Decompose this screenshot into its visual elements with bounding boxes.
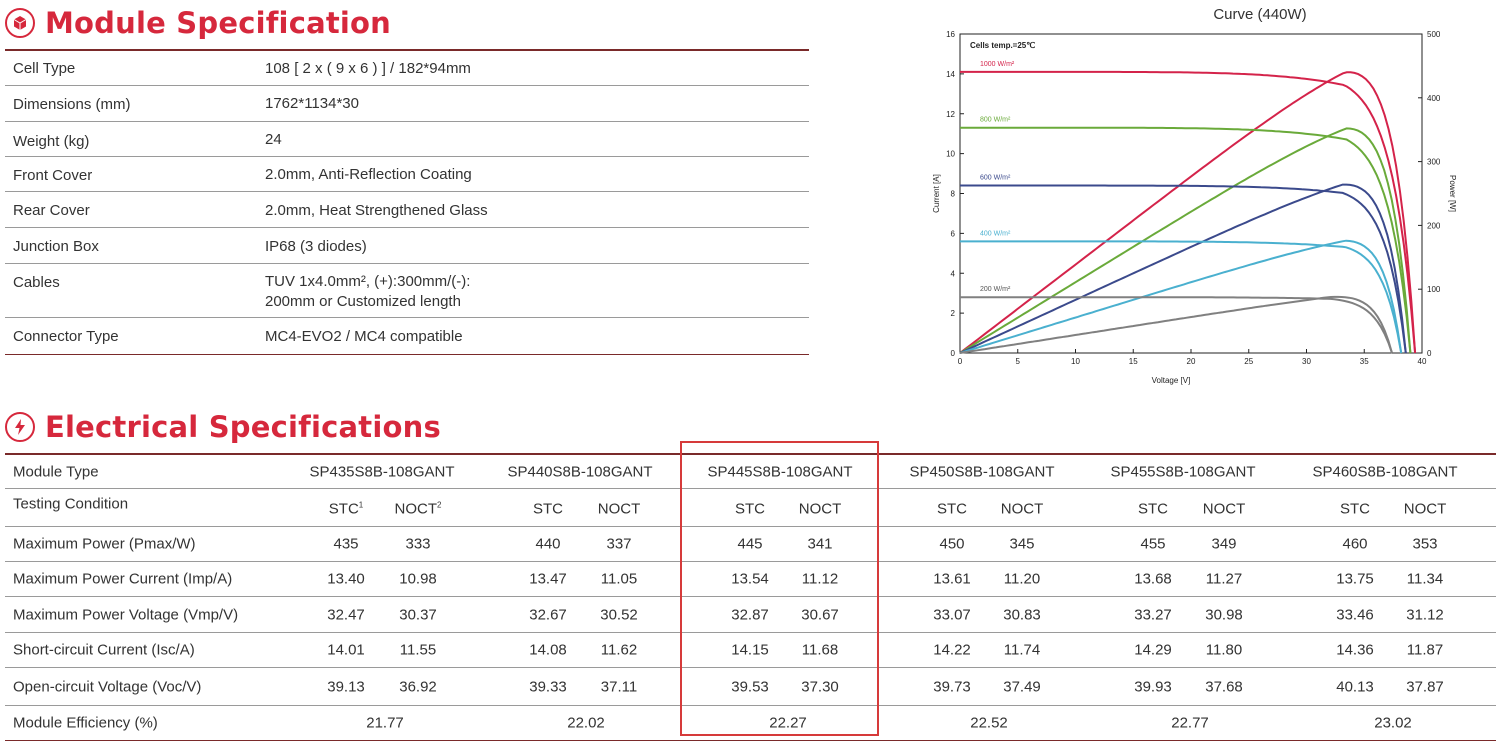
y2-tick-label: 500 — [1427, 30, 1441, 39]
noct-value: 31.12 — [1406, 606, 1444, 623]
stc-value: 33.27 — [1134, 606, 1172, 623]
table-header-row — [5, 455, 1496, 489]
series-label: 600 W/m² — [980, 174, 1011, 182]
table-row — [5, 706, 1496, 741]
x-tick-label: 25 — [1244, 357, 1254, 366]
model-name: SP455S8B-108GANT — [1110, 463, 1256, 480]
stc-value: 14.01 — [327, 641, 365, 659]
table-row — [5, 122, 809, 157]
stc-label: STC — [735, 500, 765, 518]
table-row — [5, 562, 1496, 597]
stc-value: 13.61 — [933, 570, 971, 588]
stc-value: 33.46 — [1336, 606, 1374, 623]
noct-label: NOCT$^2$ — [394, 500, 442, 518]
noct-value: 11.20 — [1003, 570, 1041, 588]
stc-value: 460 — [1342, 535, 1368, 553]
stc-value: 13.54 — [731, 570, 769, 588]
efficiency-value: 22.27 — [769, 714, 807, 732]
series-label: 400 W/m² — [980, 230, 1011, 238]
noct-value: 11.12 — [801, 570, 839, 588]
module-type-label: Module Type — [13, 463, 99, 480]
noct-value: 11.62 — [600, 641, 638, 659]
y-tick-label: 12 — [946, 109, 955, 119]
stc-value: 450 — [939, 535, 965, 553]
table-row — [5, 668, 1496, 706]
stc-value: 445 — [737, 535, 763, 553]
y2-tick-label: 300 — [1427, 157, 1441, 167]
stc-value: 39.73 — [933, 678, 971, 695]
stc-value: 14.36 — [1336, 641, 1374, 659]
row-label: Dimensions (mm) — [13, 96, 131, 113]
y-tick-label: 6 — [950, 229, 955, 239]
noct-value: 333 — [405, 535, 431, 553]
row-value: IP68 (3 diodes) — [265, 238, 367, 255]
noct-value: 37.87 — [1406, 678, 1444, 695]
efficiency-value: 22.52 — [970, 714, 1008, 732]
noct-label: NOCT — [798, 500, 842, 518]
row-label: Cables — [13, 274, 60, 291]
y-tick-label: 2 — [950, 309, 955, 319]
noct-value: 37.49 — [1003, 678, 1041, 695]
stc-value: 32.67 — [529, 606, 567, 623]
y2-tick-label: 100 — [1427, 285, 1441, 295]
noct-value: 341 — [807, 535, 833, 553]
row-label: Rear Cover — [13, 202, 90, 219]
efficiency-value: 22.77 — [1171, 714, 1209, 732]
series-label: 200 W/m² — [980, 286, 1011, 294]
model-name: SP460S8B-108GANT — [1312, 463, 1458, 480]
stc-label: STC$^1$ — [328, 500, 364, 518]
row-label: Cell Type — [13, 60, 76, 77]
y-tick-label: 14 — [946, 69, 955, 79]
stc-value: 39.33 — [529, 678, 567, 695]
x-tick-label: 40 — [1417, 357, 1427, 366]
stc-value: 13.47 — [529, 570, 567, 588]
stc-value: 14.15 — [731, 641, 769, 659]
model-name: SP440S8B-108GANT — [507, 463, 653, 480]
y-tick-label: 4 — [950, 269, 955, 279]
noct-value: 337 — [606, 535, 632, 553]
row-label: Maximum Power Current (Imp/A) — [13, 570, 233, 588]
noct-value: 10.98 — [399, 570, 437, 588]
row-label: Weight (kg) — [13, 133, 90, 150]
table-row — [5, 157, 809, 192]
iv-curve-4 — [960, 297, 1392, 353]
x-tick-label: 30 — [1302, 357, 1311, 366]
y-tick-label: 0 — [950, 349, 955, 358]
row-value: 2.0mm, Heat Strengthened Glass — [265, 202, 488, 219]
row-value: 1762*1134*30 — [265, 95, 359, 112]
chart-title: Curve (440W) — [1213, 6, 1307, 23]
x-tick-label: 0 — [957, 357, 963, 366]
pv-curve-4 — [960, 297, 1392, 353]
row-value: TUV 1x4.0mm², (+):300mm/(-): — [265, 273, 471, 290]
noct-value: 11.80 — [1205, 641, 1243, 659]
noct-value: 30.83 — [1003, 606, 1041, 623]
model-name: SP435S8B-108GANT — [309, 463, 455, 480]
plot-frame — [960, 34, 1422, 353]
stc-label: STC — [1340, 500, 1370, 518]
table-row — [5, 192, 809, 228]
module-spec-heading — [5, 6, 391, 40]
lightning-icon — [5, 412, 35, 442]
row-value: 108 [ 2 x ( 9 x 6 ) ] / 182*94mm — [265, 60, 471, 77]
y-tick-label: 8 — [950, 189, 955, 199]
noct-label: NOCT — [1202, 500, 1246, 518]
stc-label: STC — [1138, 500, 1168, 518]
stc-value: 39.53 — [731, 678, 769, 695]
y2-axis-label: Power [W] — [1448, 175, 1457, 212]
noct-label: NOCT — [1000, 500, 1044, 518]
table-row — [5, 489, 1496, 527]
stc-value: 32.87 — [731, 606, 769, 623]
row-label: Open-circuit Voltage (Voc/V) — [13, 678, 202, 695]
y-tick-label: 10 — [946, 149, 955, 159]
x-tick-label: 10 — [1071, 357, 1080, 366]
stc-value: 13.75 — [1336, 570, 1374, 588]
stc-value: 32.47 — [327, 606, 365, 623]
electrical-spec-heading — [5, 410, 441, 444]
stc-value: 40.13 — [1336, 678, 1374, 695]
x-tick-label: 20 — [1186, 357, 1196, 366]
noct-value: 11.55 — [399, 641, 437, 659]
noct-value: 37.68 — [1205, 678, 1243, 695]
row-label: Short-circuit Current (Isc/A) — [13, 641, 195, 659]
noct-value: 345 — [1009, 535, 1035, 553]
noct-value: 11.87 — [1406, 641, 1444, 659]
y2-tick-label: 400 — [1427, 93, 1441, 103]
noct-value: 30.67 — [801, 606, 839, 623]
series-label: 800 W/m² — [980, 116, 1011, 124]
row-label: Junction Box — [13, 238, 99, 255]
stc-label: STC — [533, 500, 563, 518]
table-row — [5, 527, 1496, 562]
y-axis-label: Current [A] — [932, 174, 941, 213]
table-row — [5, 318, 809, 355]
efficiency-label: Module Efficiency (%) — [13, 714, 158, 732]
iv-curve-2 — [960, 186, 1406, 354]
row-label: Connector Type — [13, 328, 119, 345]
table-row — [5, 228, 809, 264]
noct-value: 11.74 — [1003, 641, 1041, 659]
noct-value: 353 — [1412, 535, 1438, 553]
stc-label: STC — [937, 500, 967, 518]
cube-icon — [5, 8, 35, 38]
noct-value: 11.34 — [1406, 570, 1444, 588]
stc-value: 14.08 — [529, 641, 567, 659]
row-value: MC4-EVO2 / MC4 compatible — [265, 328, 463, 345]
noct-value: 30.98 — [1205, 606, 1243, 623]
y2-tick-label: 0 — [1427, 349, 1432, 358]
iv-curve-chart — [920, 25, 1460, 395]
table-row — [5, 597, 1496, 633]
noct-value: 37.11 — [600, 678, 638, 695]
noct-value: 11.68 — [801, 641, 839, 659]
module-spec-title: Module Specification — [45, 6, 392, 40]
noct-value: 37.30 — [801, 678, 839, 695]
efficiency-value: 21.77 — [366, 714, 404, 732]
table-row — [5, 86, 809, 122]
x-tick-label: 35 — [1359, 357, 1369, 366]
stc-value: 13.40 — [327, 570, 365, 588]
noct-value: 30.37 — [399, 606, 437, 623]
efficiency-value: 23.02 — [1374, 714, 1412, 732]
noct-label: NOCT — [597, 500, 641, 518]
electrical-spec-title: Electrical Specifications — [45, 410, 441, 444]
stc-value: 13.68 — [1134, 570, 1172, 588]
chart-annotation: Cells temp.=25℃ — [970, 41, 1036, 50]
pv-curve-2 — [960, 185, 1406, 353]
noct-value: 349 — [1211, 535, 1237, 553]
y2-tick-label: 200 — [1427, 221, 1441, 231]
y-tick-label: 16 — [946, 30, 955, 39]
table-row — [5, 633, 1496, 668]
efficiency-value: 22.02 — [567, 714, 605, 732]
noct-label: NOCT — [1403, 500, 1447, 518]
x-tick-label: 5 — [1015, 357, 1020, 366]
stc-value: 440 — [535, 535, 561, 553]
stc-value: 14.29 — [1134, 641, 1172, 659]
row-value-line2: 200mm or Customized length — [265, 293, 461, 310]
stc-value: 39.13 — [327, 678, 365, 695]
noct-value: 11.05 — [600, 570, 638, 588]
row-value: 24 — [265, 131, 282, 148]
table-row — [5, 51, 809, 86]
stc-value: 14.22 — [933, 641, 971, 659]
stc-value: 455 — [1140, 535, 1166, 553]
noct-value: 11.27 — [1205, 570, 1243, 588]
stc-value: 39.93 — [1134, 678, 1172, 695]
x-axis-label: Voltage [V] — [1151, 376, 1191, 385]
row-label: Maximum Power Voltage (Vmp/V) — [13, 606, 239, 623]
noct-value: 30.52 — [600, 606, 638, 623]
model-name-highlighted: SP445S8B-108GANT — [707, 463, 853, 480]
noct-value: 36.92 — [399, 678, 437, 695]
model-name: SP450S8B-108GANT — [909, 463, 1055, 480]
testing-condition-label: Testing Condition — [13, 495, 129, 513]
series-label: 1000 W/m² — [980, 60, 1015, 68]
row-label: Front Cover — [13, 167, 93, 184]
row-value: 2.0mm, Anti-Reflection Coating — [265, 166, 472, 183]
x-tick-label: 15 — [1128, 357, 1138, 366]
row-label: Maximum Power (Pmax/W) — [13, 535, 196, 553]
stc-value: 33.07 — [933, 606, 971, 623]
stc-value: 435 — [333, 535, 359, 553]
table-row — [5, 264, 809, 318]
